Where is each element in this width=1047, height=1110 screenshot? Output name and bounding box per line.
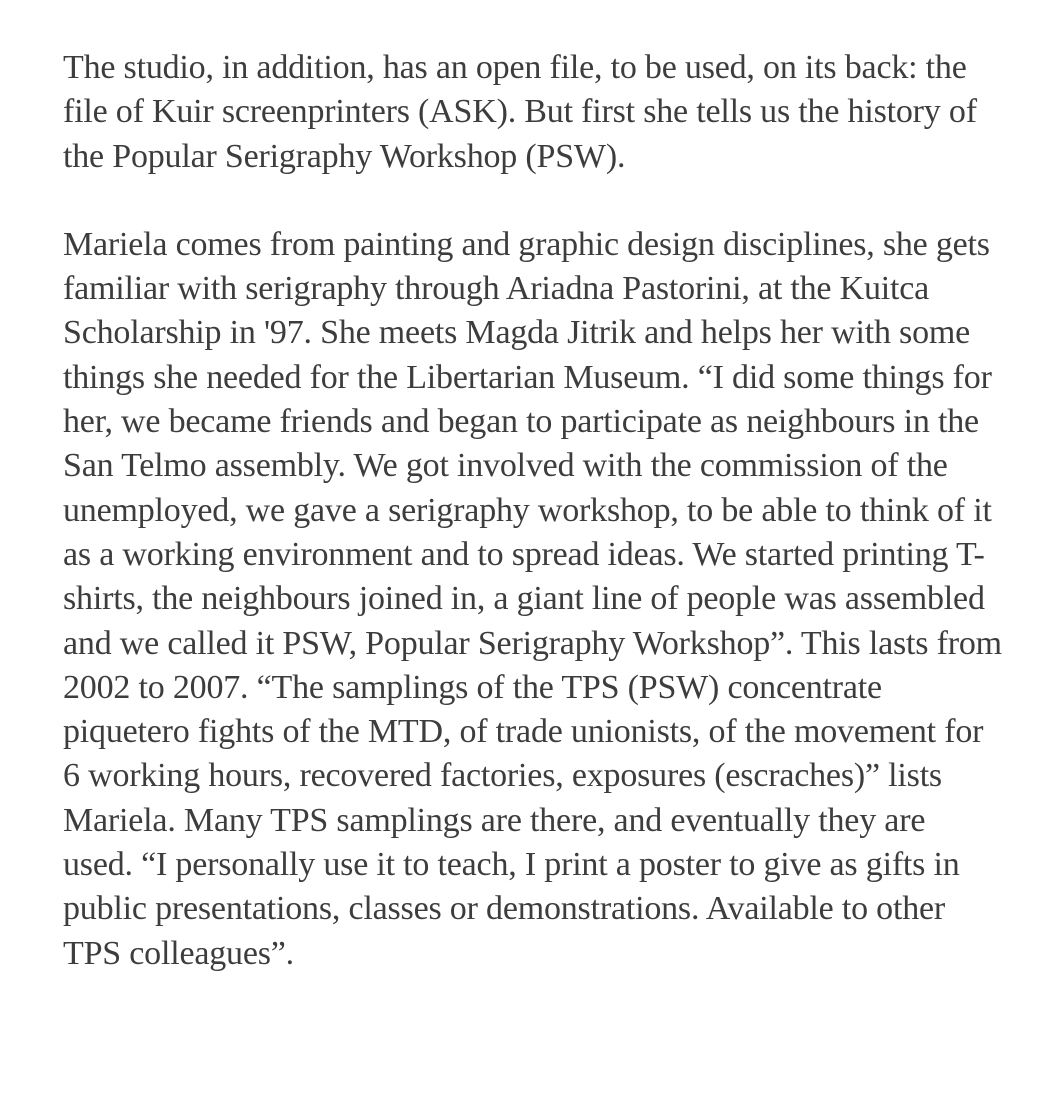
- paragraph-mariela-history: Mariela comes from painting and graphic design disciplines, she gets familiar with serigraphy through Ariadna Pastorini, at the Kuitca Scholarship in '97. She meets Magda Jitrik and helps her with some things she needed for the Libertarian Museum. “I did some things for her, we became friends and began to participate as neighbours in the San Telmo assembly. We got involved with the commission of the unemployed, we gave a serigraphy workshop, to be able to think of it as a working environment and to spread ideas. We started printing T-shirts, the neighbours joined in, a giant line of people was assembled and we called it PSW, Popular Serigraphy Workshop”. This lasts from 2002 to 2007. “The samplings of the TPS (PSW) concentrate piquetero fights of the MTD, of trade unionists, of the movement for 6 working hours, recovered factories, exposures (escraches)” lists Mariela. Many TPS samplings are there, and eventually they are used. “I personally use it to teach, I print a poster to give as gifts in public presentations, classes or demonstrations. Available to other TPS colleagues”.: [63, 225, 1002, 972]
- paragraph-studio-file: The studio, in addition, has an open file, to be used, on its back: the file of Kuir screenprinters (ASK). But first she tells us the history of the Popular Serigraphy Workshop (PSW).: [63, 49, 977, 175]
- article-body: [63, 46, 1003, 976]
